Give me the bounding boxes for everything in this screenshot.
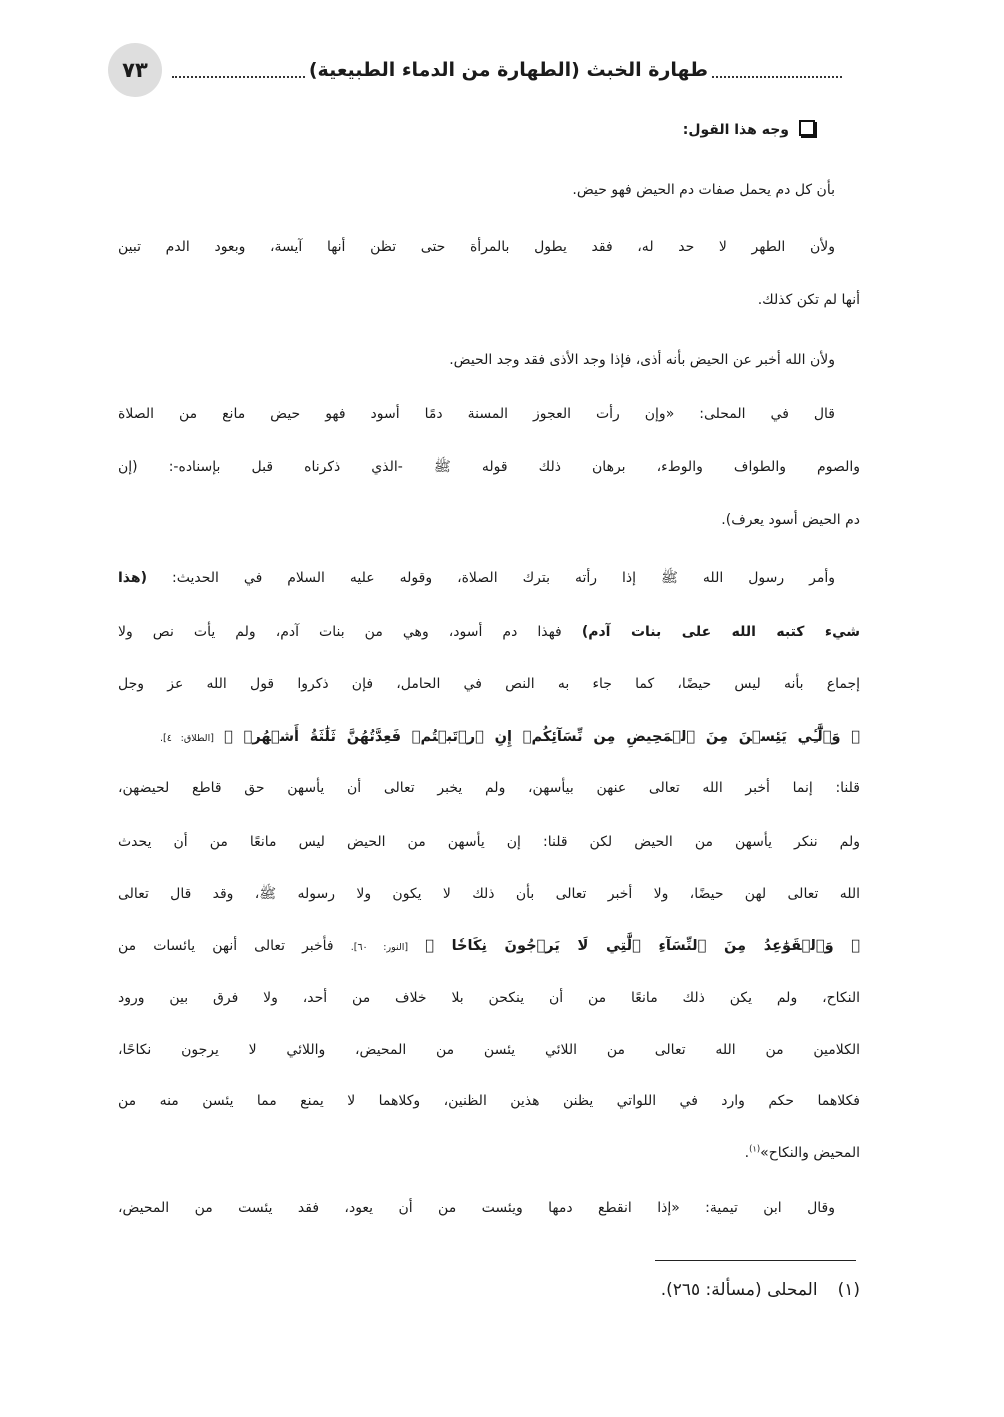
body-line: ولأن الطهر لا حد له، فقد يطول بالمرأة حتى تظن أنها آيسة، وبعود الدم تبين	[118, 239, 835, 255]
running-title: طهارة الخبث (الطهارة من الدماء الطبيعية)	[308, 59, 708, 81]
hadith-quote-bold: شيء كتبه الله على بنات آدم)	[581, 624, 861, 640]
body-line: الكلامين من الله تعالى من اللائي يئسن من المحيض، واللائي لا يرجون نكاحًا،	[118, 1042, 860, 1058]
footnote-number: (١)	[837, 1280, 860, 1300]
body-line: النكاح، ولم يكن ذلك مانعًا من أن ينكحن بلا خلاف من أحد، ولا فرق بين ورود	[118, 990, 860, 1006]
body-line: ولم ننكر يأسهن من الحيض لكن قلنا: إن يأسهن من الحيض ليس مانعًا من أن يحدث	[118, 834, 860, 850]
line-text: المحيض والنكاح»	[760, 1145, 860, 1161]
square-bullet-icon	[799, 120, 815, 136]
section-heading-text: وجه هذا القول:	[682, 122, 789, 138]
verse-reference: [النور: ٦٠].	[350, 942, 409, 953]
quran-verse: ﴿ وَٱلۡقَوَٰعِدُ مِنَ ٱلنِّسَآءِ ٱلَّٰتِي لَا يَرۡجُونَ نِكَاحٗا ﴾	[425, 937, 860, 954]
body-line: دم الحيض أسود يعرف).	[721, 512, 860, 528]
leader-dots	[712, 76, 842, 78]
body-line	[118, 1131, 860, 1175]
section-heading	[118, 108, 860, 152]
footnote-text: المحلى (مسألة: ٢٦٥).	[660, 1280, 818, 1300]
line-text: وأمر رسول الله ﷺ إذا رأته بترك الصلاة، وقوله عليه السلام في الحديث:	[172, 570, 835, 586]
line-text: فأخبر تعالى أنهن يائسات من	[118, 938, 334, 954]
body-line: بأن كل دم يحمل صفات دم الحيض فهو حيض.	[572, 182, 835, 198]
line-end-punctuation: .	[744, 1145, 750, 1161]
body-line	[118, 610, 860, 654]
body-line: أنها لم تكن كذلك.	[757, 292, 860, 308]
quran-verse: ﴿ وَٱلَّٰٓـِٔي يَئِسۡنَ مِنَ ٱلۡمَحِيضِ مِن نِّسَآئِكُمۡ إِنِ ٱرۡتَبۡتُمۡ فَعِدَّتُهُنَّ ثَلَٰثَةُ أَشۡهُرٖ ﴾	[224, 728, 860, 745]
verse-reference: [الطلاق: ٤].	[160, 733, 214, 744]
body-line	[118, 556, 860, 600]
body-line: قلنا: إنما أخبر الله تعالى عنهن بيأسهن، ولم يخبر تعالى أن يأسهن حق قاطع لحيضهن،	[118, 780, 860, 796]
running-header	[172, 54, 842, 86]
body-line	[118, 715, 860, 759]
footnote-marker: (١)	[749, 1143, 761, 1154]
footnote-separator	[655, 1260, 856, 1261]
body-line: قال في المحلى: «وإن رأت العجوز المسنة دمًا أسود فهو حيض مانع من الصلاة	[118, 406, 835, 422]
page-number: ٧٣	[108, 43, 162, 97]
body-line: ولأن الله أخبر عن الحيض بأنه أذى، فإذا وجد الأذى فقد وجد الحيض.	[449, 352, 835, 368]
body-line	[118, 924, 860, 968]
leader-dots	[172, 76, 305, 78]
body-line: الله تعالى لهن حيضًا، ولا أخبر تعالى بأن ذلك لا يكون ولا رسوله ﷺ، وقد قال تعالى	[118, 886, 860, 902]
footnote	[661, 1275, 860, 1305]
body-line: والصوم والطواف والوطء، برهان ذلك قوله ﷺ -الذي ذكرناه قبل بإسناده-: (إن	[118, 459, 860, 475]
hadith-quote-bold: (هذا	[118, 570, 147, 586]
body-line: وقال ابن تيمية: «إذا انقطع دمها ويئست من أن يعود، فقد يئست من المحيض،	[118, 1200, 835, 1216]
line-text: فهذا دم أسود، وهي من بنات آدم، ولم يأت نص ولا	[118, 624, 562, 640]
body-line: فكلاهما حكم وارد في اللواتي يظنن هذين الظنين، وكلاهما لا يمنع مما يئسن منه من	[118, 1093, 860, 1109]
body-line: إجماع بأنه ليس حيضًا، كما جاء به النص في الحامل، فإن ذكروا قول الله عز وجل	[118, 676, 860, 692]
